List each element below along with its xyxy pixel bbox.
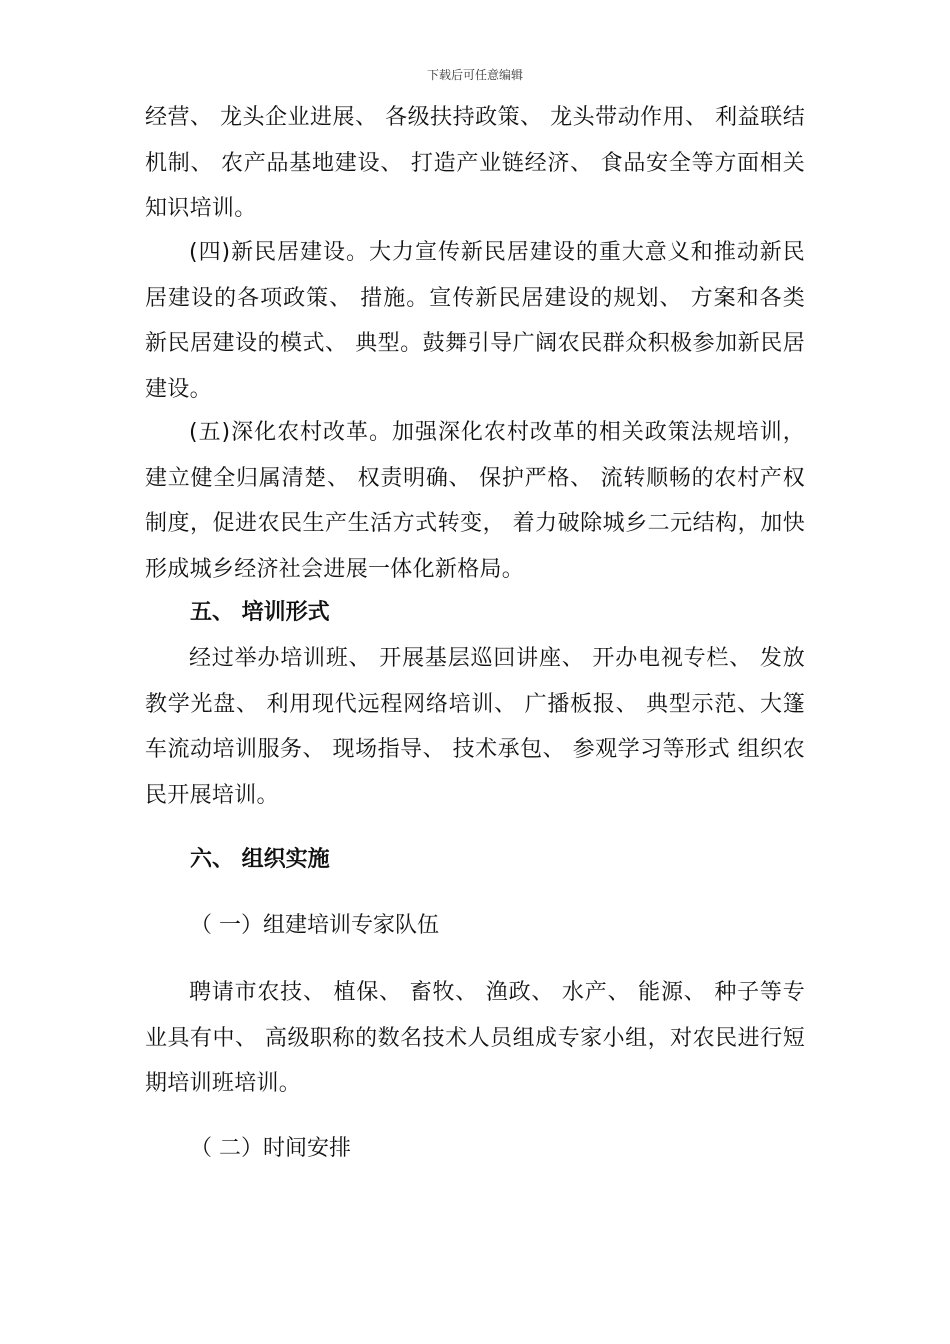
section-heading-training-form: 五、 培训形式 xyxy=(190,600,330,625)
subheading-schedule: （ 二）时间安排 xyxy=(190,1136,351,1161)
paragraph-industry: 经营、 龙头企业进展、 各级扶持政策、 龙头带动作用、 利益联结机制、 农产品基地建设、 打造产业链经济、 食品安全等方面相关知识培训。 xyxy=(145,105,805,221)
page-header: 下载后可任意编辑 xyxy=(426,68,523,82)
paragraph-expert-team: 聘请市农技、 植保、 畜牧、 渔政、 水产、 能源、 种子等专业具有中、 高级职称的数名技术人员组成专家小组，对农民进行短期培训班培训。 xyxy=(145,980,805,1096)
paragraph-new-housing: (四)新民居建设。大力宣传新民居建设的重大意义和推动新民居建设的各项政策、 措施。宣传新民居建设的规划、 方案和各类新民居建设的模式、 典型。鼓舞引导广阔农民群众积极参加新民居建设。 xyxy=(145,240,805,402)
subheading-expert-team: （ 一）组建培训专家队伍 xyxy=(190,913,439,938)
paragraph-training-form: 经过举办培训班、 开展基层巡回讲座、 开办电视专栏、 发放教学光盘、 利用现代远程网络培训、 广播板报、 典型示范、大篷车流动培训服务、 现场指导、 技术承包、 参观学习等形式 组织农民开展培训。 xyxy=(145,646,805,808)
paragraph-rural-reform: (五)深化农村改革。加强深化农村改革的相关政策法规培训，建立健全归属清楚、 权责明确、 保护严格、 流转顺畅的农村产权制度，促进农民生产生活方式转变， 着力破除城乡二元结构，加快形成城乡经济社会进展一体化新格局。 xyxy=(145,420,805,582)
section-heading-organization: 六、 组织实施 xyxy=(190,847,330,872)
